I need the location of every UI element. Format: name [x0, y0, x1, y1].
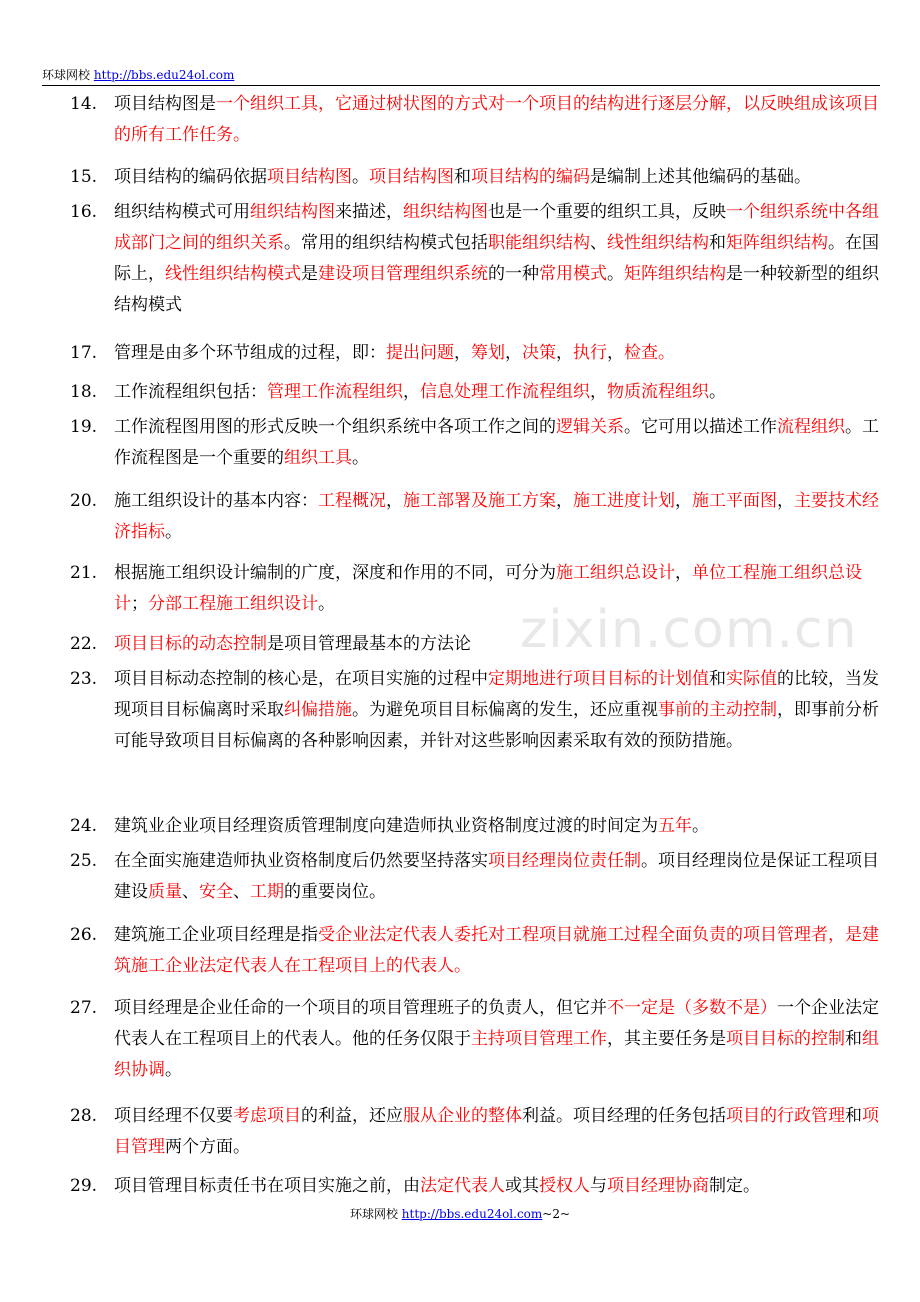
body-text: 两个方面。 — [165, 1137, 250, 1157]
highlighted-text: 线性组织结构 — [607, 233, 709, 253]
item-number: 26. — [70, 925, 98, 945]
body-text: 的重要岗位。 — [284, 882, 386, 902]
highlighted-text: 线性组织结构模式 — [165, 264, 301, 284]
item-number: 29. — [70, 1176, 98, 1196]
header-link[interactable]: http://bbs.edu24ol.com — [93, 68, 235, 82]
item-number: 22. — [70, 634, 98, 654]
body-text: 。 — [709, 382, 726, 402]
highlighted-text: 组织工具 — [284, 448, 352, 468]
highlighted-text: 受企业法定代表人委托对工程项目就施工过程全面负责的项目管理者，是建筑施工企业法定代表人在工程项目上的代表人。 — [114, 925, 879, 976]
body-text: 、 — [233, 882, 250, 902]
body-text: 。为避免项目目标偏离的发生，还应重视 — [352, 700, 658, 720]
body-text: 的比较，当发现项目目标偏离时采取 — [114, 669, 879, 720]
item-number: 24. — [70, 816, 98, 836]
body-text: 。 — [692, 816, 709, 836]
list-item — [70, 197, 885, 321]
list-item — [70, 1171, 885, 1202]
list-item — [70, 993, 885, 1086]
item-number: 19. — [70, 417, 98, 437]
body-text: 工作流程图用图的形式反映一个组织系统中各项工作之间的 — [114, 417, 556, 437]
body-text: 项目管理目标责任书在项目实施之前，由 — [114, 1176, 420, 1196]
body-text: ， — [386, 491, 403, 511]
body-text: 。工作流程图是一个重要的 — [114, 417, 879, 468]
highlighted-text: 矩阵组织结构 — [726, 233, 828, 253]
highlighted-text: 项目管理 — [114, 1106, 879, 1157]
highlighted-text: 项目经理岗位责任制 — [488, 851, 641, 871]
body-text: 项目结构图是 — [114, 94, 216, 114]
item-text — [114, 993, 885, 1086]
body-text: 是编制上述其他编码的基础。 — [590, 167, 811, 187]
highlighted-text: 项目结构的编码 — [471, 167, 590, 187]
highlighted-text: 建设项目管理组织系统 — [318, 264, 488, 284]
highlighted-text: 项目的行政管理 — [726, 1106, 845, 1126]
list-item — [70, 664, 885, 757]
body-text: 项目经理是企业任命的一个项目的项目管理班子的负责人，但它并 — [114, 998, 607, 1018]
highlighted-text: 质量 — [148, 882, 182, 902]
list-item — [70, 846, 885, 908]
watermark: zixin.com.cn — [520, 600, 858, 660]
item-text — [114, 1171, 885, 1202]
footer-link[interactable]: http://bbs.edu24ol.com — [401, 1207, 543, 1221]
highlighted-text: 组织协调 — [114, 1029, 879, 1080]
highlighted-text: 定期地进行项目目标的计划值 — [488, 669, 709, 689]
body-text: 或其 — [505, 1176, 539, 1196]
body-text: 与 — [590, 1176, 607, 1196]
body-text: 。 — [352, 167, 369, 187]
highlighted-text: 施工进度计划 — [573, 491, 675, 511]
body-text: 建筑业企业项目经理资质管理制度向建造师执业资格制度过渡的时间定为 — [114, 816, 658, 836]
item-number: 15. — [70, 167, 98, 187]
highlighted-text: 管理工作流程组织 — [267, 382, 403, 402]
highlighted-text: 事前的主动控制 — [658, 700, 777, 720]
highlighted-text: 逻辑关系 — [556, 417, 624, 437]
highlighted-text: 工程概况 — [318, 491, 386, 511]
body-text: 根据施工组织设计编制的广度，深度和作用的不同，可分为 — [114, 563, 556, 583]
highlighted-text: 项目目标的动态控制 — [114, 634, 267, 654]
highlighted-text: 提出问题 — [386, 343, 454, 363]
body-text: 工作流程组织包括： — [114, 382, 267, 402]
highlighted-text: 服从企业的整体 — [403, 1106, 522, 1126]
highlighted-text: 项目目标的控制 — [726, 1029, 845, 1049]
body-text: 和 — [709, 233, 726, 253]
highlighted-text: 法定代表人 — [420, 1176, 505, 1196]
body-text: 。它可用以描述工作 — [624, 417, 777, 437]
list-item — [70, 920, 885, 982]
list-item — [70, 486, 885, 548]
body-text: 。 — [352, 448, 369, 468]
highlighted-text: 物质流程组织 — [607, 382, 709, 402]
item-number: 18. — [70, 382, 98, 402]
item-text — [114, 412, 885, 474]
body-text: 。 — [165, 1060, 182, 1080]
list-item — [70, 162, 885, 193]
item-number: 16. — [70, 202, 98, 222]
body-text: 是一种较新型的组织结构模式 — [114, 264, 879, 315]
highlighted-text: 施工部署及施工方案 — [403, 491, 556, 511]
highlighted-text: 项目结构图 — [369, 167, 454, 187]
highlighted-text: 主持项目管理工作 — [471, 1029, 607, 1049]
highlighted-text: 一个组织工具，它通过树状图的方式对一个项目的结构进行逐层分解，以反映组成该项目的所有工作任务。 — [114, 94, 879, 145]
page-number: ~2~ — [542, 1207, 571, 1221]
body-text: 管理是由多个环节组成的过程，即： — [114, 343, 386, 363]
body-text: 在全面实施建造师执业资格制度后仍然要坚持落实 — [114, 851, 488, 871]
body-text: 的一种 — [488, 264, 539, 284]
body-text: 。在国际上， — [114, 233, 879, 284]
body-text: ，即事前分析可能导致项目目标偏离的各种影响因素，并针对这些影响因素采取有效的预防措施。 — [114, 700, 879, 751]
highlighted-text: 信息处理工作流程组织 — [420, 382, 590, 402]
highlighted-text: 职能组织结构 — [488, 233, 590, 253]
highlighted-text: 考虑项目 — [233, 1106, 301, 1126]
body-text: 和 — [709, 669, 726, 689]
item-text — [114, 162, 885, 193]
highlighted-text: 检查。 — [624, 343, 675, 363]
body-text: ， — [777, 491, 794, 511]
highlighted-text: 一个组织系统中各组成部门之间的组织关系 — [114, 202, 879, 253]
highlighted-text: 施工平面图 — [692, 491, 777, 511]
footer-site-name: 环球网校 — [349, 1207, 398, 1221]
body-text: ， — [505, 343, 522, 363]
highlighted-text: 主要技术经济指标 — [114, 491, 879, 542]
highlighted-text: 安全 — [199, 882, 233, 902]
item-text — [114, 920, 885, 982]
body-text: ，其主要任务是 — [607, 1029, 726, 1049]
body-text: 是项目管理最基本的方法论 — [267, 634, 471, 654]
body-text: 。 — [318, 594, 335, 614]
body-text: 组织结构模式可用 — [114, 202, 250, 222]
highlighted-text: 实际值 — [726, 669, 777, 689]
list-item — [70, 377, 885, 408]
item-text — [114, 377, 885, 408]
highlighted-text: 五年 — [658, 816, 692, 836]
body-text: ， — [607, 343, 624, 363]
list-item — [70, 89, 885, 151]
body-text: 建筑施工企业项目经理是指 — [114, 925, 318, 945]
highlighted-text: 项目经理协商 — [607, 1176, 709, 1196]
item-number: 25. — [70, 851, 98, 871]
body-text: 的利益，还应 — [301, 1106, 403, 1126]
body-text: 和 — [454, 167, 471, 187]
body-text: ， — [675, 563, 692, 583]
body-text: ， — [556, 491, 573, 511]
body-text: ； — [131, 594, 148, 614]
body-text: 项目目标动态控制的核心是，在项目实施的过程中 — [114, 669, 488, 689]
body-text: 。 — [607, 264, 624, 284]
item-text — [114, 338, 885, 369]
header-rule — [42, 85, 880, 86]
header-site-name: 环球网校 — [42, 68, 91, 82]
body-text: 制定。 — [709, 1176, 760, 1196]
highlighted-text: 流程组织 — [777, 417, 845, 437]
body-text: 是 — [301, 264, 318, 284]
item-number: 17. — [70, 343, 98, 363]
highlighted-text: 常用模式 — [539, 264, 607, 284]
highlighted-text: 矩阵组织结构 — [624, 264, 726, 284]
highlighted-text: 单位工程施工组织总设计 — [114, 563, 862, 614]
highlighted-text: 执行 — [573, 343, 607, 363]
item-number: 23. — [70, 669, 98, 689]
body-text: 也是一个重要的组织工具，反映 — [488, 202, 726, 222]
list-item — [70, 629, 885, 660]
item-text — [114, 811, 885, 842]
body-text: 来描述， — [335, 202, 403, 222]
highlighted-text: 组织结构图 — [403, 202, 488, 222]
item-number: 28. — [70, 1106, 98, 1126]
body-text: 和 — [845, 1106, 862, 1126]
item-text — [114, 558, 885, 620]
highlighted-text: 决策 — [522, 343, 556, 363]
item-text — [114, 197, 885, 321]
highlighted-text: 纠偏措施 — [284, 700, 352, 720]
list-item — [70, 558, 885, 620]
body-text: 利益。项目经理的任务包括 — [522, 1106, 726, 1126]
item-number: 21. — [70, 563, 98, 583]
body-text: 。项目经理岗位是保证工程项目建设 — [114, 851, 879, 902]
item-text — [114, 1101, 885, 1163]
body-text: 、 — [590, 233, 607, 253]
item-number: 20. — [70, 491, 98, 511]
highlighted-text: 项目结构图 — [267, 167, 352, 187]
item-text — [114, 89, 885, 151]
highlighted-text: 工期 — [250, 882, 284, 902]
body-text: 。 — [165, 522, 182, 542]
page-footer — [0, 1205, 920, 1222]
highlighted-text: 授权人 — [539, 1176, 590, 1196]
page-header — [42, 66, 234, 83]
body-text: ， — [675, 491, 692, 511]
highlighted-text: 施工组织总设计 — [556, 563, 675, 583]
body-text: ， — [556, 343, 573, 363]
body-text: 。常用的组织结构模式包括 — [284, 233, 488, 253]
highlighted-text: 筹划 — [471, 343, 505, 363]
list-item — [70, 338, 885, 369]
body-text: 施工组织设计的基本内容： — [114, 491, 318, 511]
list-item — [70, 1101, 885, 1163]
item-text — [114, 664, 885, 757]
body-text: 、 — [182, 882, 199, 902]
highlighted-text: 不一定是（多数不是） — [607, 998, 777, 1018]
highlighted-text: 分部工程施工组织设计 — [148, 594, 318, 614]
list-item — [70, 811, 885, 842]
list-item — [70, 412, 885, 474]
body-text: 项目结构的编码依据 — [114, 167, 267, 187]
body-text: 和 — [845, 1029, 862, 1049]
item-text — [114, 629, 885, 660]
body-text: 一个企业法定代表人在工程项目上的代表人。他的任务仅限于 — [114, 998, 879, 1049]
highlighted-text: 组织结构图 — [250, 202, 335, 222]
body-text: ， — [454, 343, 471, 363]
item-text — [114, 486, 885, 548]
body-text: 项目经理不仅要 — [114, 1106, 233, 1126]
item-text — [114, 846, 885, 908]
item-number: 27. — [70, 998, 98, 1018]
body-text: ， — [590, 382, 607, 402]
body-text: ， — [403, 382, 420, 402]
item-number: 14. — [70, 94, 98, 114]
